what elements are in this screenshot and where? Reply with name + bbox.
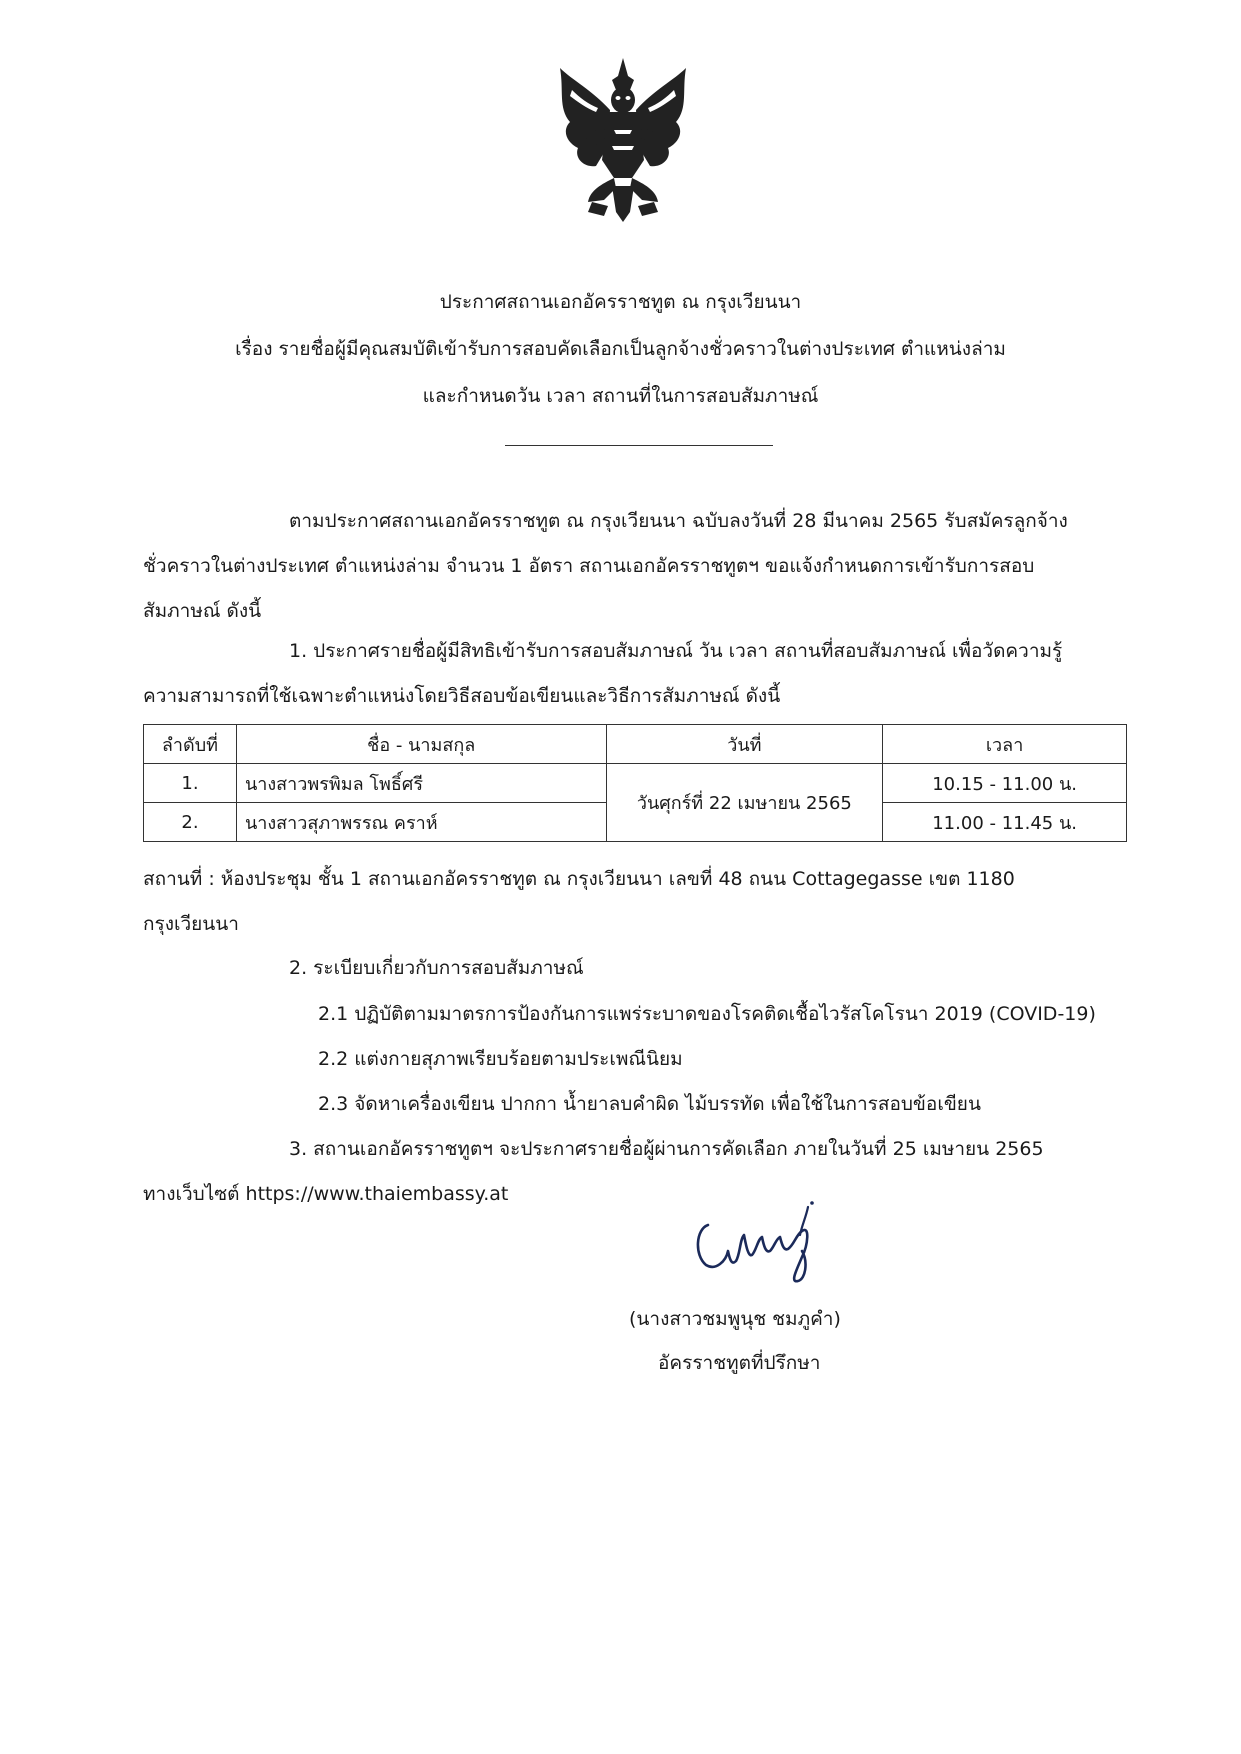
intro-line-2: ชั่วคราวในต่างประเทศ ตำแหน่งล่าม จำนวน 1 อัตรา สถานเอกอัครราชทูตฯ ขอแจ้งกำหนดการเข้ารับการสอบ bbox=[143, 555, 1035, 577]
item-1-line-1: 1. ประกาศรายชื่อผู้มีสิทธิเข้ารับการสอบสัมภาษณ์ วัน เวลา สถานที่สอบสัมภาษณ์ เพื่อวัดความรู้ bbox=[289, 640, 1063, 662]
item-1-line-2: ความสามารถที่ใช้เฉพาะตำแหน่งโดยวิธีสอบข้อเขียนและวิธีการสัมภาษณ์ ดังนี้ bbox=[143, 685, 781, 707]
announcement-line-2: ทางเว็บไซต์ https://www.thaiembassy.at bbox=[143, 1183, 509, 1205]
subject-line-1: เรื่อง รายชื่อผู้มีคุณสมบัติเข้ารับการสอบคัดเลือกเป็นลูกจ้างชั่วคราวในต่างประเทศ ตำแหน่งล่าม bbox=[235, 338, 1006, 360]
announcement-title: ประกาศสถานเอกอัครราชทูต ณ กรุงเวียนนา bbox=[439, 291, 802, 313]
handwritten-signature bbox=[690, 1195, 840, 1290]
table-row bbox=[144, 764, 1127, 803]
row-number: 1. bbox=[144, 764, 237, 803]
intro-line-3: สัมภาษณ์ ดังนี้ bbox=[143, 600, 262, 622]
rule-2-1: 2.1 ปฏิบัติตามมาตรการป้องกันการแพร่ระบาดของโรคติดเชื้อไวรัสโคโรนา 2019 (COVID-19) bbox=[318, 1003, 1096, 1025]
subject-line-2: และกำหนดวัน เวลา สถานที่ในการสอบสัมภาษณ์ bbox=[422, 385, 819, 407]
table-header-row bbox=[144, 725, 1127, 764]
row-number: 2. bbox=[144, 803, 237, 842]
interview-date: วันศุกร์ที่ 22 เมษายน 2565 bbox=[606, 764, 883, 842]
signatory-name: (นางสาวชมพูนุช ชมภูคำ) bbox=[629, 1308, 841, 1330]
header-time: เวลา bbox=[883, 725, 1127, 764]
garuda-emblem-icon bbox=[552, 50, 694, 228]
venue-line-1: สถานที่ : ห้องประชุม ชั้น 1 สถานเอกอัครราชทูต ณ กรุงเวียนนา เลขที่ 48 ถนน Cottagegasse เขต 1180 bbox=[143, 868, 1015, 890]
header-date: วันที่ bbox=[606, 725, 883, 764]
candidate-table bbox=[143, 724, 1127, 842]
rule-2-2: 2.2 แต่งกายสุภาพเรียบร้อยตามประเพณีนิยม bbox=[318, 1048, 683, 1070]
announcement-line-1: 3. สถานเอกอัครราชทูตฯ จะประกาศรายชื่อผู้ผ่านการคัดเลือก ภายในวันที่ 25 เมษายน 2565 bbox=[289, 1138, 1044, 1160]
signatory-position: อัครราชทูตที่ปรึกษา bbox=[658, 1352, 821, 1374]
intro-line-1: ตามประกาศสถานเอกอัครราชทูต ณ กรุงเวียนนา ฉบับลงวันที่ 28 มีนาคม 2565 รับสมัครลูกจ้าง bbox=[289, 510, 1068, 532]
candidate-name: นางสาวพรพิมล โพธิ์ศรี bbox=[236, 764, 606, 803]
interview-time: 10.15 - 11.00 น. bbox=[883, 764, 1127, 803]
candidate-name: นางสาวสุภาพรรณ คราห์ bbox=[236, 803, 606, 842]
header-divider bbox=[505, 445, 773, 446]
interview-time: 11.00 - 11.45 น. bbox=[883, 803, 1127, 842]
rule-2-3: 2.3 จัดหาเครื่องเขียน ปากกา น้ำยาลบคำผิด ไม้บรรทัด เพื่อใช้ในการสอบข้อเขียน bbox=[318, 1093, 981, 1115]
header-name: ชื่อ - นามสกุล bbox=[236, 725, 606, 764]
header-order: ลำดับที่ bbox=[144, 725, 237, 764]
rules-heading: 2. ระเบียบเกี่ยวกับการสอบสัมภาษณ์ bbox=[289, 957, 584, 979]
venue-line-2: กรุงเวียนนา bbox=[143, 913, 239, 935]
